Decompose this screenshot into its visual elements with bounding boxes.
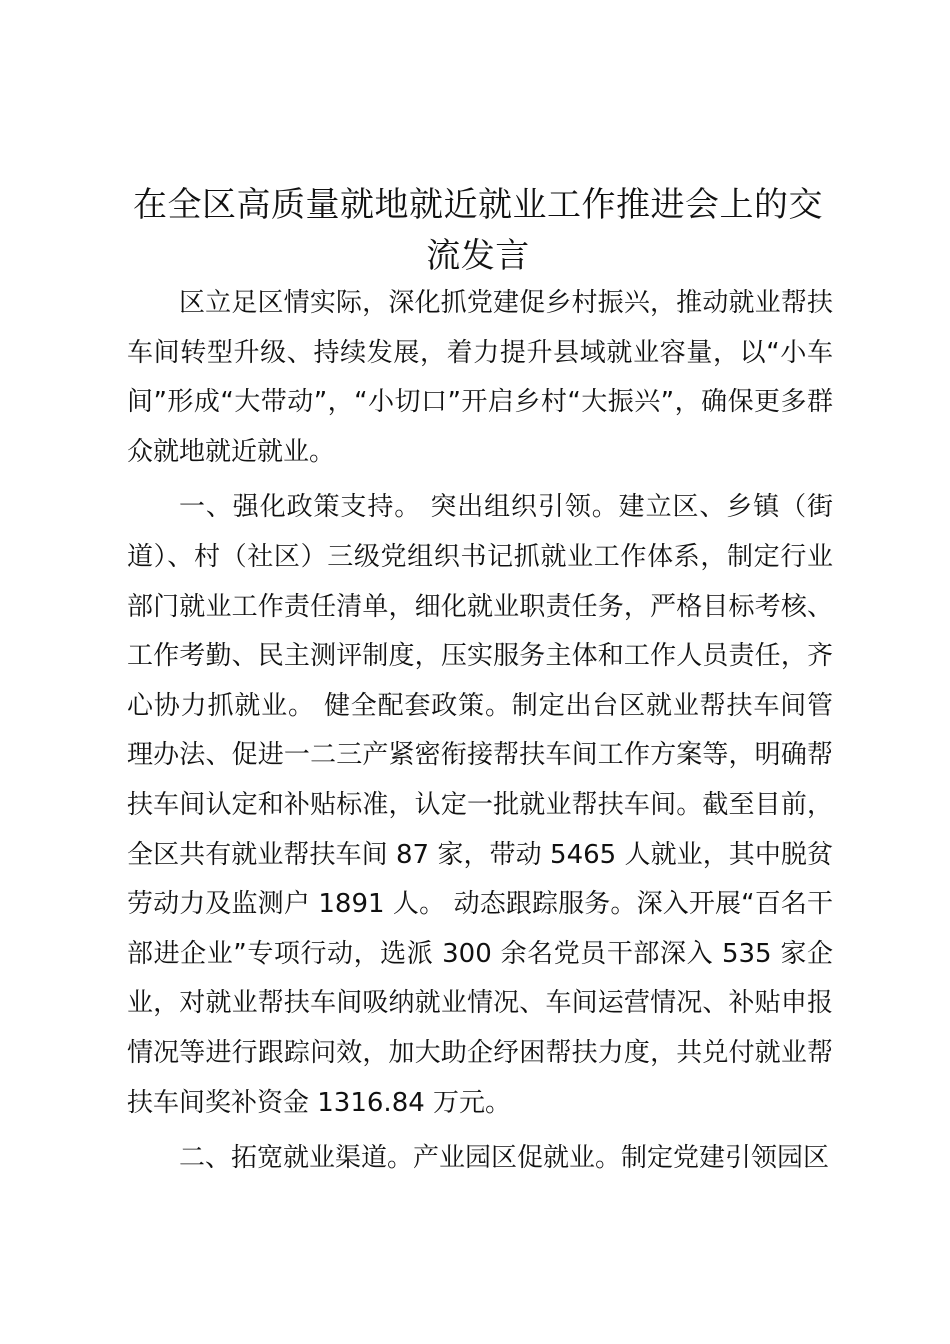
paragraph-intro: 区立足区情实际，深化抓党建促乡村振兴，推动就业帮扶车间转型升级、持续发展，着力提升县域就业容量，以“小车间”形成“大带动”，“小切口”开启乡村“大振兴”，确保更多群众就地就近就业。 xyxy=(127,288,833,467)
paragraph-section-2: 二、拓宽就业渠道。产业园区促就业。制定党建引领园区 xyxy=(179,1143,830,1174)
document-title: 在全区高质量就地就近就业工作推进会上的交流发言 xyxy=(133,185,823,276)
document-body xyxy=(127,279,833,1184)
paragraph-section-1: 一、强化政策支持。 突出组织引领。建立区、乡镇（街道）、村（社区）三级党组织书记抓就业工作体系，制定行业部门就业工作责任清单，细化就业职责任务，严格目标考核、工作考勤、民主测评制度，压实服务主体和工作人员责任，齐心协力抓就业。 健全配套政策。制定出台区就业帮扶车间管理办法、促进一二三产紧密衔接帮扶车间工作方案等，明确帮扶车间认定和补贴标准，认定一批就业帮扶车间。截至目前，全区共有就业帮扶车间 87 家，带动 5465 人就业，其中脱贫劳动力及监测户 1891 人。 动态跟踪服务。深入开展“百名干部进企业”专项行动，选派 300 余名党员干部深入 535 家企业，对就业帮扶车间吸纳就业情况、车间运营情况、补贴申报情况等进行跟踪问效，加大助企纾困帮扶力度，共兑付就业帮扶车间奖补资金 1316.84 万元。 xyxy=(127,492,833,1118)
